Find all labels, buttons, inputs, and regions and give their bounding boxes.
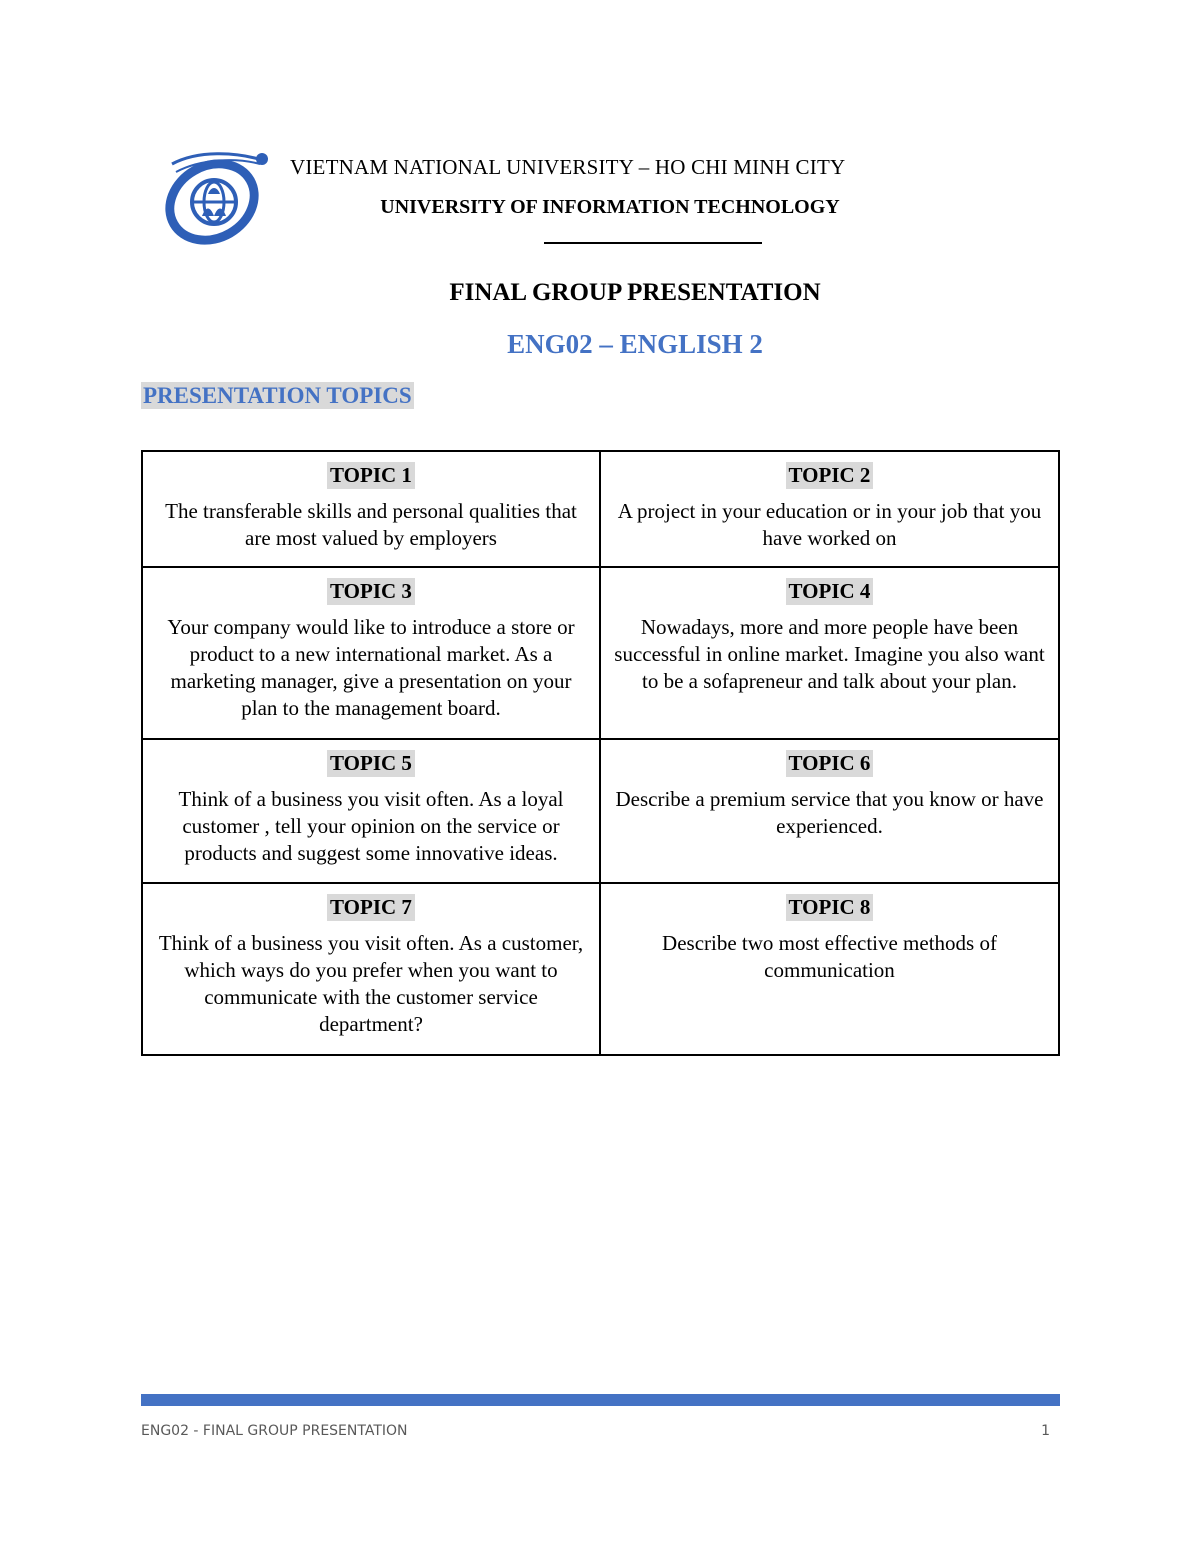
footer-title: ENG02 - FINAL GROUP PRESENTATION bbox=[141, 1423, 408, 1439]
topic-label: TOPIC 2 bbox=[786, 462, 874, 489]
course-title: ENG02 – ENGLISH 2 bbox=[507, 329, 763, 359]
topic-description: The transferable skills and personal qualities that are most valued by employers bbox=[165, 499, 577, 550]
school-name: UNIVERSITY OF INFORMATION TECHNOLOGY bbox=[380, 196, 840, 218]
topic-label: TOPIC 5 bbox=[327, 750, 415, 777]
topic-description: Your company would like to introduce a store or product to a new international market. As a marketing manager, give a presentation on your plan to the management board. bbox=[167, 615, 575, 720]
topic-label: TOPIC 7 bbox=[327, 894, 415, 921]
topic-cell-7 bbox=[143, 884, 601, 1054]
topic-cell-3 bbox=[143, 568, 601, 740]
topic-description: Nowadays, more and more people have been successful in online market. Imagine you also want to be a sofapreneur and talk about your plan. bbox=[614, 615, 1045, 693]
topic-cell-2 bbox=[601, 452, 1058, 568]
topic-description: Describe two most effective methods of communication bbox=[662, 931, 997, 982]
topic-description: Think of a business you visit often. As a loyal customer , tell your opinion on the service or products and suggest some innovative ideas. bbox=[178, 787, 564, 865]
section-title: PRESENTATION TOPICS bbox=[143, 383, 412, 408]
topic-cell-8 bbox=[601, 884, 1058, 1054]
topic-label: TOPIC 8 bbox=[786, 894, 874, 921]
topic-cell-1 bbox=[143, 452, 601, 568]
document-title: FINAL GROUP PRESENTATION bbox=[449, 279, 821, 306]
topics-table bbox=[141, 450, 1060, 1056]
topic-label: TOPIC 4 bbox=[786, 578, 874, 605]
topic-cell-6 bbox=[601, 740, 1058, 884]
page-number: 1 bbox=[1041, 1423, 1050, 1439]
footer-accent-bar bbox=[141, 1394, 1060, 1406]
topic-description: Think of a business you visit often. As a customer, which ways do you prefer when you want to communicate with the customer service department? bbox=[158, 931, 584, 1036]
topic-label: TOPIC 6 bbox=[786, 750, 874, 777]
topic-label: TOPIC 1 bbox=[327, 462, 415, 489]
topic-cell-4 bbox=[601, 568, 1058, 740]
topic-cell-5 bbox=[143, 740, 601, 884]
university-name: VIETNAM NATIONAL UNIVERSITY – HO CHI MINH CITY bbox=[290, 155, 846, 179]
header-divider bbox=[544, 242, 762, 244]
topic-description: A project in your education or in your job that you have worked on bbox=[617, 499, 1042, 550]
topic-label: TOPIC 3 bbox=[327, 578, 415, 605]
university-logo-icon bbox=[158, 150, 276, 246]
topic-description: Describe a premium service that you know or have experienced. bbox=[615, 787, 1044, 838]
